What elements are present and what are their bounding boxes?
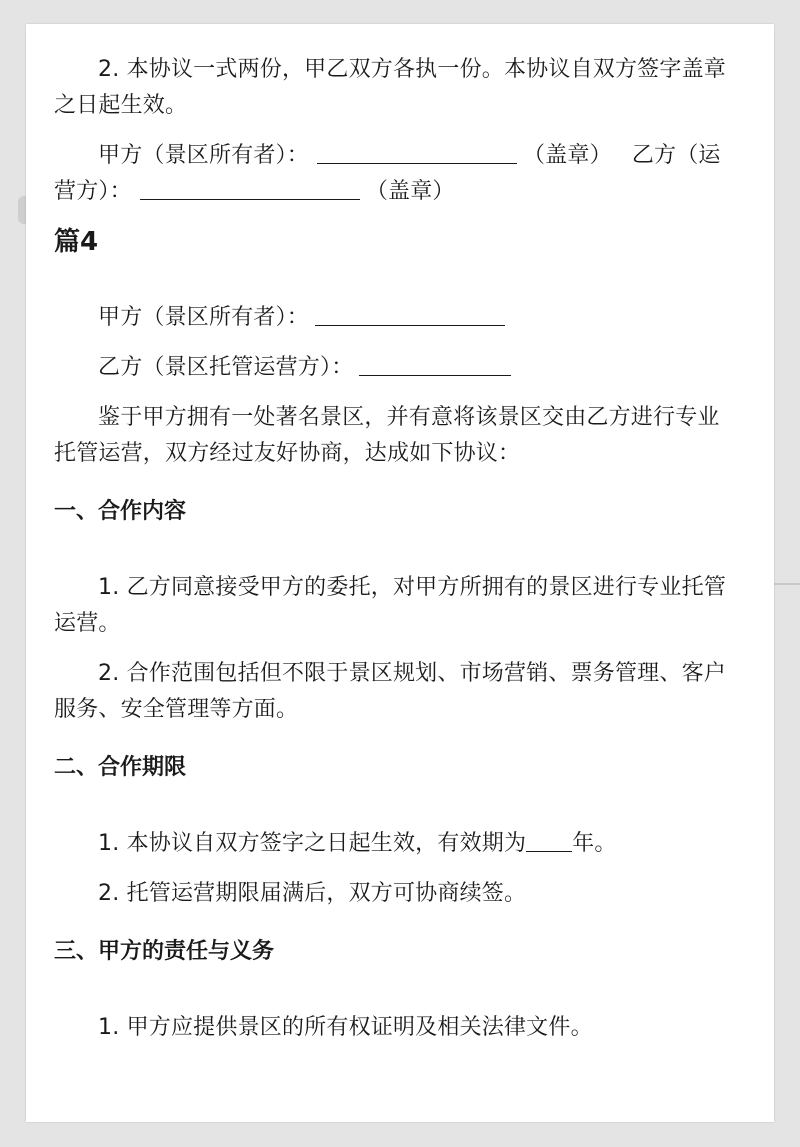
intro-paragraph: 鉴于甲方拥有一处著名景区，并有意将该景区交由乙方进行专业托管运营，双方经过友好协商，达成如下协议：	[54, 405, 720, 466]
signature-line	[54, 138, 734, 210]
term-years-blank	[526, 827, 572, 852]
party-a-seal: （盖章）	[523, 143, 612, 168]
page-divider-line	[774, 583, 800, 585]
term-item-2: 2. 托管运营期限届满后，双方可协商续签。	[98, 881, 527, 906]
cooperation-item-1: 1. 乙方同意接受甲方的委托，对甲方所拥有的景区进行专业托管运营。	[54, 575, 726, 636]
cooperation-item-2: 2. 合作范围包括但不限于景区规划、市场营销、票务管理、客户服务、安全管理等方面。	[54, 661, 726, 722]
party-b-label: 乙方（运营方）：	[54, 143, 721, 204]
party-b-field-blank	[359, 351, 511, 376]
party-a-field-label: 甲方（景区所有者）：	[98, 305, 310, 330]
section-title-term: 二、合作期限	[54, 755, 187, 780]
duty-item-1: 1. 甲方应提供景区的所有权证明及相关法律文件。	[98, 1015, 593, 1040]
document-content	[54, 52, 734, 1060]
term-item-1	[54, 826, 734, 862]
party-b-seal: （盖章）	[365, 179, 455, 204]
section-title-party-a-duties: 三、甲方的责任与义务	[54, 939, 275, 964]
party-b-blank	[140, 175, 360, 200]
chapter-title: 篇4	[54, 227, 99, 257]
party-a-field	[54, 300, 734, 336]
party-a-blank	[317, 139, 517, 164]
clause-copies: 2. 本协议一式两份，甲乙双方各执一份。本协议自双方签字盖章之日起生效。	[54, 57, 726, 118]
section-title-cooperation: 一、合作内容	[54, 499, 187, 524]
party-b-field	[54, 350, 734, 386]
term-item-1-text: 1. 本协议自双方签字之日起生效，有效期为	[98, 831, 527, 856]
party-a-field-blank	[315, 301, 505, 326]
term-item-1-suffix: 年。	[572, 831, 617, 856]
party-b-field-label: 乙方（景区托管运营方）：	[98, 355, 354, 380]
party-a-label: 甲方（景区所有者）：	[98, 143, 310, 168]
